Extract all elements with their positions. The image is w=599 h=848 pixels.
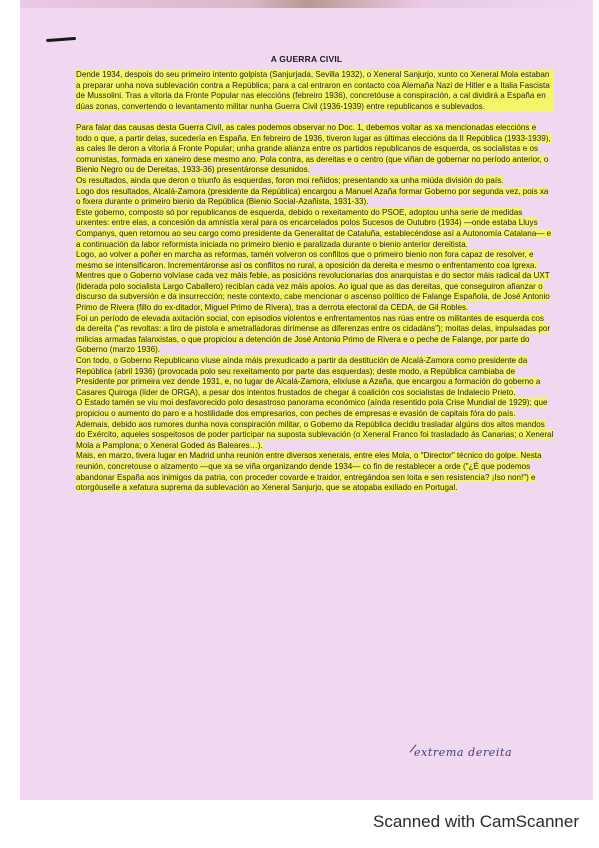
paragraph-uprising-text: Mais, en marzo, tivera lugar en Madrid unha reunión entre diversos xenerais, entre eles Mola, o "Director" técnico do golpe. Nesta reunión, concretouse o alzamento —que xa se viña organizando dende 1934— co fin de restablecer a orde ("¿É que podemos abandonar España aos inimigos da patria, con proceder covarde e traidor, entregándoa sen loita e sen resistencia? ¡Iso non!") e otorgóuselle a xefatura suprema da sublevación ao Xeneral Sanjurjo, que se atopaba exiliado en Portugal. <box>76 451 542 493</box>
handwritten-note: extrema dereita <box>414 746 513 759</box>
paragraph-intro: Dende 1934, despois do seu primeiro intento golpista (Sanjurjada, Sevilla 1932), o Xeneral Sanjurjo, xunto co Xeneral Mola estaban a preparar unha nova sublevación contra a República; para a cal entraron en contacto coa Alemaña Nazi de Hitler e a Italia Fascista de Mussolini. Tras a vitoria da Fronte Popular nas eleccións (febreiro 1936), concretóuse a conspiración, a cal dividirá a España en dúas zonas, convertendo o levantamento militar nunha Guerra Civil (1936-1939) entre republicanos e sublevados. <box>76 70 554 112</box>
paragraph-results-text: Os resultados, ainda que deron o triunfo ás esquerdas, foron moi reñidos; presentando xa unha miúda división do país. <box>76 175 504 185</box>
paragraph-economy <box>76 398 554 419</box>
paragraph-agitation <box>76 314 554 356</box>
paragraph-government <box>76 208 554 250</box>
paragraph-causes <box>76 123 554 176</box>
page-edge-strip <box>20 0 593 8</box>
document-title: A GUERRA CIVIL <box>270 54 343 64</box>
scanned-page <box>20 0 593 800</box>
pen-mark <box>46 37 76 42</box>
paragraph-falange-text: Mentres que o Goberno volvíase cada vez máis feble, as posicións revolucionarias dos anarquistas e do sector máis radical da UXT (liderada polo socialista Largo Caballero) recibían cada vez máis apoios. Ao igual que as das dereitas, que conseguiron afianzar o discurso da subversión e da insurrección; neste contexto, cabe mencionar o ascenso político de Falange Española, de José Antonio Primo de Rivera (fillo do ex-ditador, Miguel Primo de Rivera), tras a derrota electoral da CEDA, de Gil Robles. <box>76 271 550 313</box>
paragraph-reforms <box>76 250 554 271</box>
document-body <box>76 70 554 494</box>
paragraph-alcala-zamora-text: Con todo, o Goberno Republicano víuse aínda máis prexudicado a partir da destitución de Alcalá-Zamora como presidente da República (abril 1936) (provocada polo seu rexeitamento por parte das esquerdas); deste modo, a República cambiaba de Presidente por primeira vez dende 1931, e, no lugar de Alcalá-Zamora, elixíuse a Azaña, que encargou a formación do goberno a Casares Quiroga (líder de ORGA), a pesar dos intentos frustados de chegar á coalición cos socialistas de Indalecio Prieto. <box>76 356 541 397</box>
paragraph-causes-text: Para falar das causas desta Guerra Civil, as cales podemos observar no Doc. 1, debemos voltar as xa mencionadas eleccións e todo o que, a partir delas, sucedería en España. En febreiro de 1936, tiveron lugar as últimas eleccións da II República (1933-1939), as cales lle deron a vitoria á Fronte Popular; unha grande alianza entre os partidos republicanos de esquerda, os socialistas e os comunistas, formada en xaneiro dese mesmo ano. Pola contra, as dereitas e o centro (que viñan de gobernar no período anterior, o Bienio Negro ou de Dereitas, 1933-36) presentáronse desunidos. <box>76 122 551 175</box>
paragraph-alcala-zamora <box>76 356 554 398</box>
paragraph-reforms-text: Logo, ao volver a poñer en marcha as reformas, tamén volveron os conflitos que o primeiro bienio non fora capaz de resolver, e mesmo se intensificaron. Incrementáronse así os conflitos no rural, a oposición da dereita e mesmo o enfrentamento coa Igrexa. <box>76 250 537 270</box>
paragraph-falange <box>76 271 554 313</box>
camscanner-watermark: Scanned with CamScanner <box>372 812 579 831</box>
paragraph-uprising <box>76 451 554 493</box>
paragraph-azana-text: Logo dos resultados, Alcalá-Zamora (presidente da República) encargou a Manuel Azaña formar Goberno por segunda vez, pois xa o fixera durante o primeiro bienio da República (Bienio Social-Azañista, 1931-33). <box>76 186 549 207</box>
paragraph-conspiracy <box>76 420 554 452</box>
paragraph-results <box>76 176 554 187</box>
paragraph-government-text: Este goberno, composto só por republicanos de esquerda, debido o rexeitamento do PSOE, adoptou unha serie de medidas urxentes: entre elas, a concesión da amnistía xeral para os encarcelados polos Sucesos de Outubro (1934) —onde estaba Lluys Companys, quen retornou ao seu cargo como presidente da Generalitat de Cataluña, establecéndose así a Autonomía Catalana— e a continuación da labor reformista iniciada no primeiro bienio e paralizada durante o bienio anterior dereitista. <box>76 207 552 249</box>
paragraph-azana <box>76 187 554 208</box>
paragraph-agitation-text: Foi un período de elevada axitación social, con episodios violentos e enfrentamentos nas rúas entre os militantes de esquerda cos da dereita ("as revoltas: a tiro de pistola e ametralladoras dirímense as diferenzas entre os cidadáns"); moitas delas, impulsadas por milicias armadas falanxistas, o que propiciou a detención de José Antonio Primo de Rivera e o peche de Falange, por parte do Goberno (marzo 1936). <box>76 313 551 355</box>
paragraph-conspiracy-text: Ademais, debido aos rumores dunha nova conspiración militar, o Goberno da República decidiu trasladar algúns dos altos mandos do Exército, aqueles sospeitosos de poder participar na suposta sublevación (o Xeneral Franco foi trasladado ás Canarias; o Xeneral Mola a Pamplona; o Xeneral Goded ás Baleares…). <box>76 419 554 450</box>
paragraph-economy-text: O Estado tamén se viu moi desfavorecido polo desastroso panorama económico (aínda resentido pola Crise Mundial de 1929); que propiciou o aumento do paro e a hostilidade dos empresarios, con peches de empresas e evasión de capitais fóra do país. <box>76 398 548 418</box>
